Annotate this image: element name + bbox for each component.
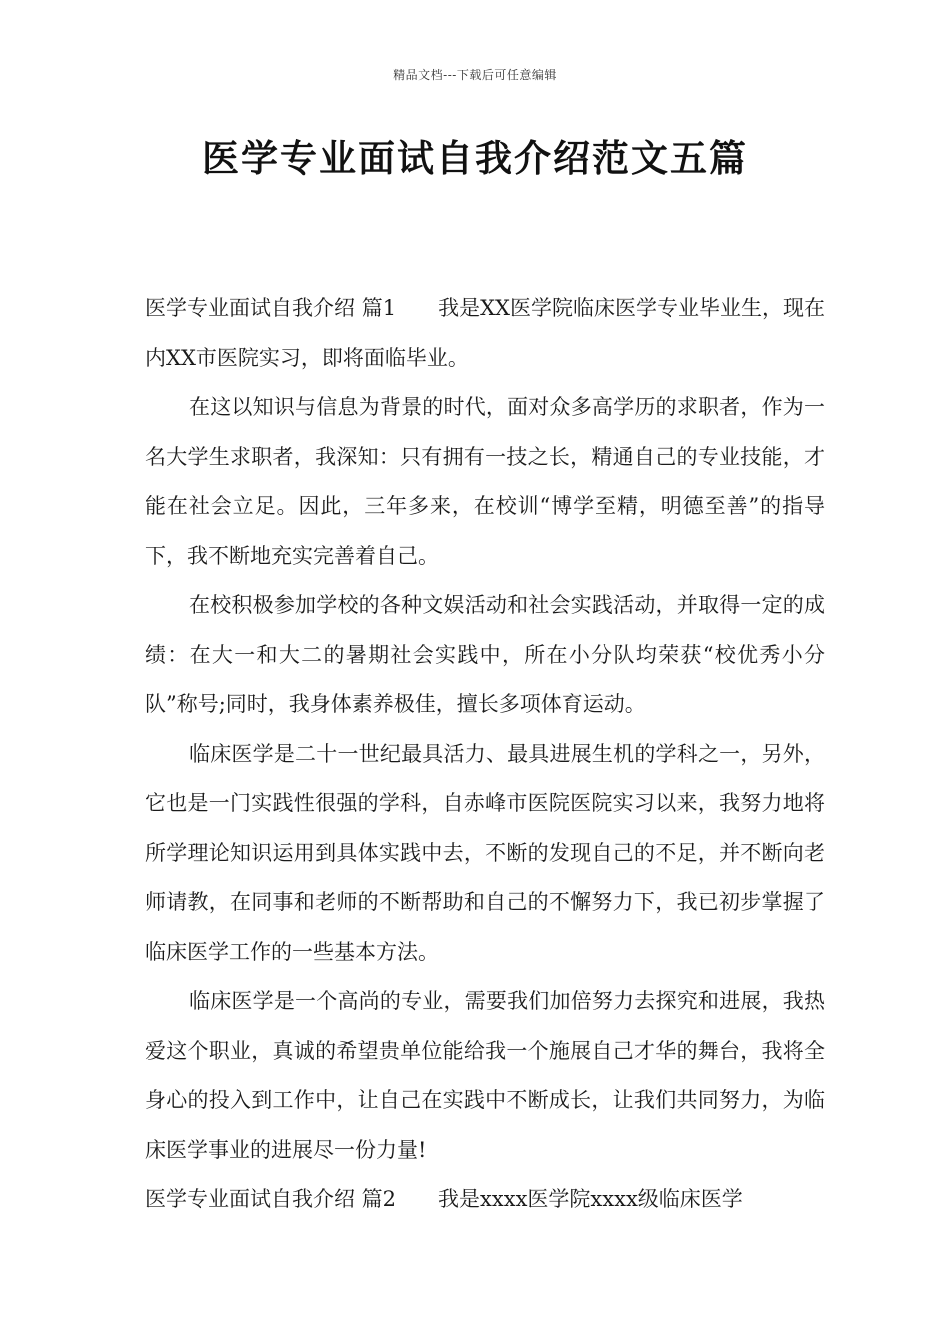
section-1-lead: 我是XX医学院临床医学专业毕业生，现在内XX市医院实习，即将面临毕业。 xyxy=(145,296,825,370)
section-1-paragraph: 临床医学是一个高尚的专业，需要我们加倍努力去探究和进展，我热爱这个职业，真诚的希望贵单位能给我一个施展自己才华的舞台，我将全身心的投入到工作中，让自己在实践中不断成长，让我们共同努力，为临床医学事业的进展尽一份力量! xyxy=(145,989,825,1162)
section-2-lead: 我是xxxx医学院xxxx级临床医学 xyxy=(438,1187,743,1211)
document-body xyxy=(145,284,825,1225)
page-header: 精品文档---下载后可任意编辑 xyxy=(393,68,557,82)
document-title: 医学专业面试自我介绍范文五篇 xyxy=(202,136,748,180)
section-2-heading: 医学专业面试自我介绍 篇2 xyxy=(145,1187,397,1211)
section-1-paragraph: 在校积极参加学校的各种文娱活动和社会实践活动，并取得一定的成绩：在大一和大二的暑期社会实践中，所在小分队均荣获“校优秀小分队”称号;同时，我身体素养极佳，擅长多项体育运动。 xyxy=(145,593,825,716)
section-1-paragraph: 在这以知识与信息为背景的时代，面对众多高学历的求职者，作为一名大学生求职者，我深知：只有拥有一技之长，精通自己的专业技能，才能在社会立足。因此，三年多来，在校训“博学至精，明德至善”的指导下，我不断地充实完善着自己。 xyxy=(145,395,825,568)
section-1-intro xyxy=(145,284,825,383)
section-1-paragraph: 临床医学是二十一世纪最具活力、最具进展生机的学科之一，另外，它也是一门实践性很强的学科，自赤峰市医院医院实习以来，我努力地将所学理论知识运用到具体实践中去，不断的发现自己的不足，并不断向老师请教，在同事和老师的不断帮助和自己的不懈努力下，我已初步掌握了临床医学工作的一些基本方法。 xyxy=(145,741,825,964)
section-2-intro xyxy=(145,1175,825,1225)
section-1-heading: 医学专业面试自我介绍 篇1 xyxy=(145,296,397,320)
